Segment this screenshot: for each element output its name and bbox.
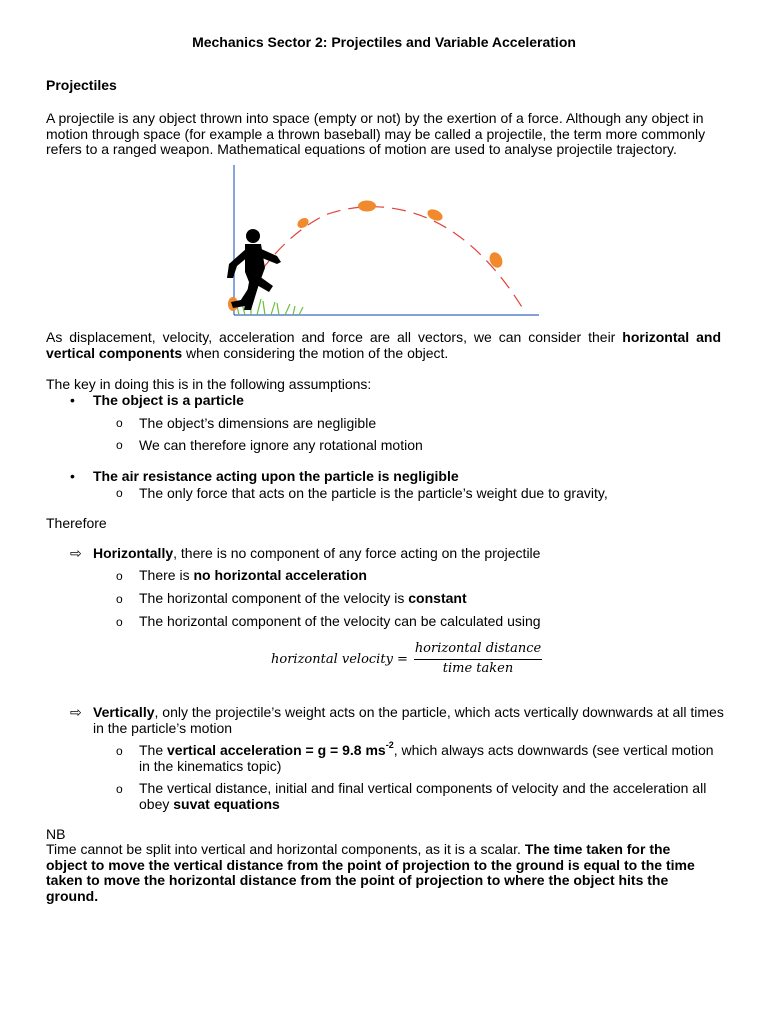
formula-denominator: time taken bbox=[442, 661, 514, 676]
horizontal-sub-2 bbox=[139, 590, 467, 606]
sub-bullet-marker: o bbox=[116, 569, 123, 583]
vectors-paragraph-line-1 bbox=[46, 329, 721, 345]
nb-line-1 bbox=[46, 841, 670, 857]
bullet-dot: • bbox=[70, 468, 75, 484]
vertical-text: , only the projectile’s weight acts on the particle, which acts vertically downwards at all times bbox=[154, 704, 724, 720]
nb-text: Time cannot be split into vertical and horizontal components, as it is a scalar. bbox=[46, 841, 525, 857]
vectors-text-2: when considering the motion of the object. bbox=[182, 345, 449, 361]
assumptions-intro: The key in doing this is in the following assumptions: bbox=[46, 376, 372, 392]
horizontal-sub-1-bold: no horizontal acceleration bbox=[193, 567, 367, 583]
bullet-dot: • bbox=[70, 392, 75, 408]
vertical-heading-line-2: in the particle’s motion bbox=[93, 720, 233, 736]
vectors-paragraph-line-2 bbox=[46, 345, 448, 361]
section-heading: Projectiles bbox=[46, 77, 117, 93]
projectile-illustration bbox=[215, 160, 550, 320]
arrow-icon: ⇨ bbox=[70, 704, 82, 720]
formula-lhs: horizontal velocity = bbox=[271, 652, 408, 667]
vertical-sub-1-text: The bbox=[139, 742, 168, 758]
horizontal-sub-2-text: The horizontal component of the velocity is bbox=[139, 590, 409, 606]
nb-line-4: ground. bbox=[46, 888, 99, 904]
vectors-bold-2: vertical components bbox=[46, 345, 183, 361]
sub-bullet-marker: o bbox=[116, 782, 123, 796]
nb-line-3: taken to move the horizontal distance from the point of projection to where the object hits the bbox=[46, 872, 669, 888]
horizontal-text: , there is no component of any force acting on the projectile bbox=[173, 545, 541, 561]
sub-bullet-rotation: We can therefore ignore any rotational motion bbox=[139, 437, 423, 453]
vertical-sub-2: The vertical distance, initial and final vertical components of velocity and the acceleration all bbox=[139, 780, 707, 796]
bullet-air-resistance: The air resistance acting upon the particle is negligible bbox=[93, 468, 459, 484]
sub-bullet-dimensions: The object’s dimensions are negligible bbox=[139, 415, 377, 431]
nb-line-2: object to move the vertical distance from the point of projection to the ground is equal to the time bbox=[46, 857, 695, 873]
horizontal-bold: Horizontally bbox=[93, 545, 174, 561]
bullet-particle: The object is a particle bbox=[93, 392, 244, 408]
vertical-heading bbox=[93, 704, 724, 720]
nb-bold: The time taken for the bbox=[524, 841, 671, 857]
ball-5 bbox=[487, 250, 505, 270]
horizontal-sub-1 bbox=[139, 567, 367, 583]
horizontal-heading bbox=[93, 545, 540, 561]
vectors-bold: horizontal and bbox=[622, 329, 721, 345]
sub-bullet-weight: The only force that acts on the particle is the particle’s weight due to gravity, bbox=[139, 485, 608, 501]
vertical-sub-1-text-2: , which always acts downwards (see vertical motion bbox=[393, 742, 714, 758]
vertical-sub-2-bold: suvat equations bbox=[173, 796, 280, 812]
intro-line-2: motion through space (for example a thrown baseball) may be called a projectile, the term more commonly bbox=[46, 126, 706, 142]
horizontal-sub-1-text: There is bbox=[139, 567, 194, 583]
formula-fraction-bar bbox=[414, 659, 542, 660]
vertical-sub-2-text: obey bbox=[139, 796, 174, 812]
page-title: Mechanics Sector 2: Projectiles and Variable Acceleration bbox=[192, 34, 576, 50]
vectors-text: As displacement, velocity, acceleration and force are all vectors, we can consider their bbox=[46, 329, 623, 345]
sub-bullet-marker: o bbox=[116, 416, 123, 430]
intro-line-3: refers to a ranged weapon. Mathematical equations of motion are used to analyse projectile trajectory. bbox=[46, 141, 677, 157]
trajectory-path bbox=[237, 207, 525, 312]
sub-bullet-marker: o bbox=[116, 744, 123, 758]
sub-bullet-marker: o bbox=[116, 486, 123, 500]
therefore-label: Therefore bbox=[46, 515, 107, 531]
ball-3 bbox=[358, 201, 376, 212]
ball-4 bbox=[426, 207, 445, 223]
formula-numerator: horizontal distance bbox=[414, 641, 542, 656]
vertical-bold: Vertically bbox=[93, 704, 155, 720]
arrow-icon: ⇨ bbox=[70, 545, 82, 561]
sub-bullet-marker: o bbox=[116, 592, 123, 606]
nb-label: NB bbox=[46, 826, 66, 842]
ball-2 bbox=[296, 216, 311, 230]
vertical-sub-1-line-2: in the kinematics topic) bbox=[139, 758, 282, 774]
intro-line-1: A projectile is any object thrown into space (empty or not) by the exertion of a force. Although any object in bbox=[46, 110, 704, 126]
vertical-sub-1-bold: vertical acceleration = g = 9.8 ms bbox=[167, 742, 386, 758]
sub-bullet-marker: o bbox=[116, 615, 123, 629]
horizontal-sub-2-bold: constant bbox=[408, 590, 467, 606]
vertical-sub-1 bbox=[139, 742, 714, 758]
horizontal-sub-3: The horizontal component of the velocity can be calculated using bbox=[139, 613, 541, 629]
vertical-sub-1-exponent: -2 bbox=[385, 740, 394, 751]
sub-bullet-marker: o bbox=[116, 438, 123, 452]
vertical-sub-2-line-2 bbox=[139, 796, 280, 812]
